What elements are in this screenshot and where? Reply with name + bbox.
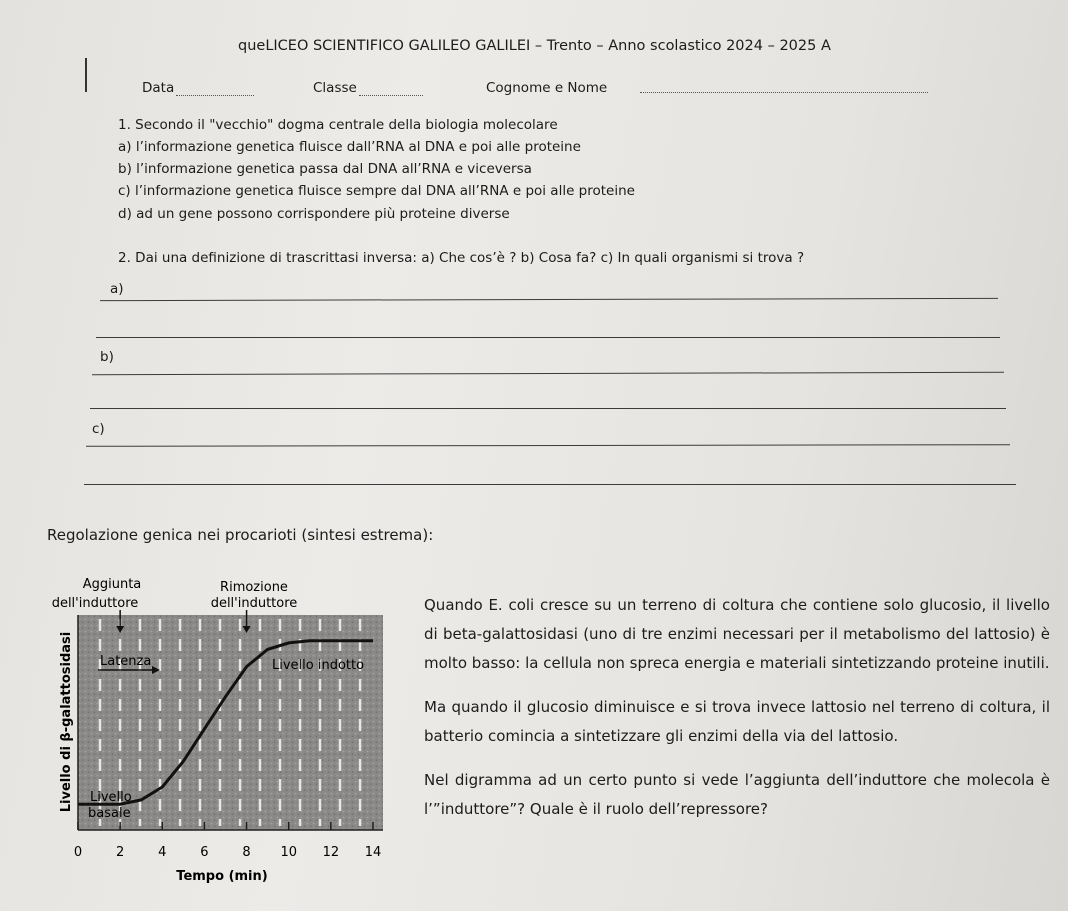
x-tick-label: 0 [73, 845, 83, 860]
paragraph-2: Ma quando il glucosio diminuisce e si trova invece lattosio nel terreno di coltura, il batterio comincia a sintetizzare gli enzimi della via del lattosio. [424, 698, 1050, 745]
data-label: Data [142, 80, 175, 96]
annotation-remove-inducer-1: Rimozione [220, 580, 288, 595]
q2-label-b: b) [100, 349, 114, 365]
x-tick-label: 8 [242, 845, 251, 860]
annotation-basal-2: basale [88, 806, 131, 821]
binder-mark [85, 58, 87, 92]
paragraph-1: Quando E. coli cresce su un terreno di coltura che contiene solo glucosio, il livello di beta-galattosidasi (uno di tre enzimi necessari per il metabolismo del lattosio) è molto basso: la cellula non spreca energia e materiali sintetizzando proteine inutili. [424, 596, 1050, 672]
annotation-induced-level: Livello indotto [272, 658, 365, 673]
annotation-basal-1: Livello [90, 790, 132, 805]
annotation-add-inducer-1: Aggiunta [82, 577, 142, 592]
q1-option-a[interactable]: a) l’informazione genetica fluisce dall’RNA al DNA e poi alle proteine [118, 139, 581, 155]
q2-label-c: c) [92, 421, 105, 437]
answer-line[interactable] [96, 337, 1000, 338]
answer-line[interactable] [92, 372, 1004, 375]
annotation-remove-inducer-2: dell'induttore [210, 596, 298, 611]
q1-option-b[interactable]: b) l’informazione genetica passa dal DNA all’RNA e viceversa [118, 161, 532, 177]
section-title: Regolazione genica nei procarioti (sintesi estrema): [47, 526, 434, 544]
x-tick-label: 6 [200, 845, 209, 860]
y-axis-label: Livello di β-galattosidasi [59, 631, 74, 813]
classe-label: Classe [313, 80, 357, 96]
nome-field[interactable] [640, 92, 928, 93]
paragraph-3: Nel digramma ad un certo punto si vede l’aggiunta dell’induttore che molecola è l’”induttore”? Quale è il ruolo dell’repressore? [424, 771, 1050, 818]
question-1: 1. Secondo il "vecchio" dogma centrale della biologia molecolare [118, 117, 558, 133]
question-2: 2. Dai una definizione di trascrittasi inversa: a) Che cos’è ? b) Cosa fa? c) In quali organismi si trova ? [118, 250, 805, 266]
x-tick-label: 10 [280, 845, 297, 860]
answer-line[interactable] [84, 484, 1016, 485]
page-header: queLICEO SCIENTIFICO GALILEO GALILEI – Trento – Anno scolastico 2024 – 2025 A [238, 38, 831, 54]
x-tick-label: 2 [116, 845, 125, 860]
answer-line[interactable] [86, 444, 1010, 447]
annotation-latency: Latenza [100, 654, 152, 669]
x-tick-label: 4 [158, 845, 167, 860]
q2-label-a: a) [110, 281, 124, 297]
nome-label: Cognome e Nome [486, 80, 608, 96]
classe-field[interactable] [359, 95, 423, 96]
annotation-add-inducer-2: dell'induttore [51, 596, 139, 611]
q1-option-d[interactable]: d) ad un gene possono corrispondere più proteine diverse [118, 206, 510, 222]
x-axis-label: Tempo (min) [176, 869, 268, 884]
x-tick-label: 12 [322, 845, 340, 860]
q1-option-c[interactable]: c) l’informazione genetica fluisce sempre dal DNA all’RNA e poi alle proteine [118, 183, 635, 199]
answer-line[interactable] [100, 298, 998, 301]
data-field[interactable] [176, 95, 254, 96]
answer-line[interactable] [90, 408, 1006, 409]
induction-chart [0, 570, 420, 900]
explanation-text [424, 591, 1050, 824]
x-tick-label: 14 [364, 845, 382, 860]
